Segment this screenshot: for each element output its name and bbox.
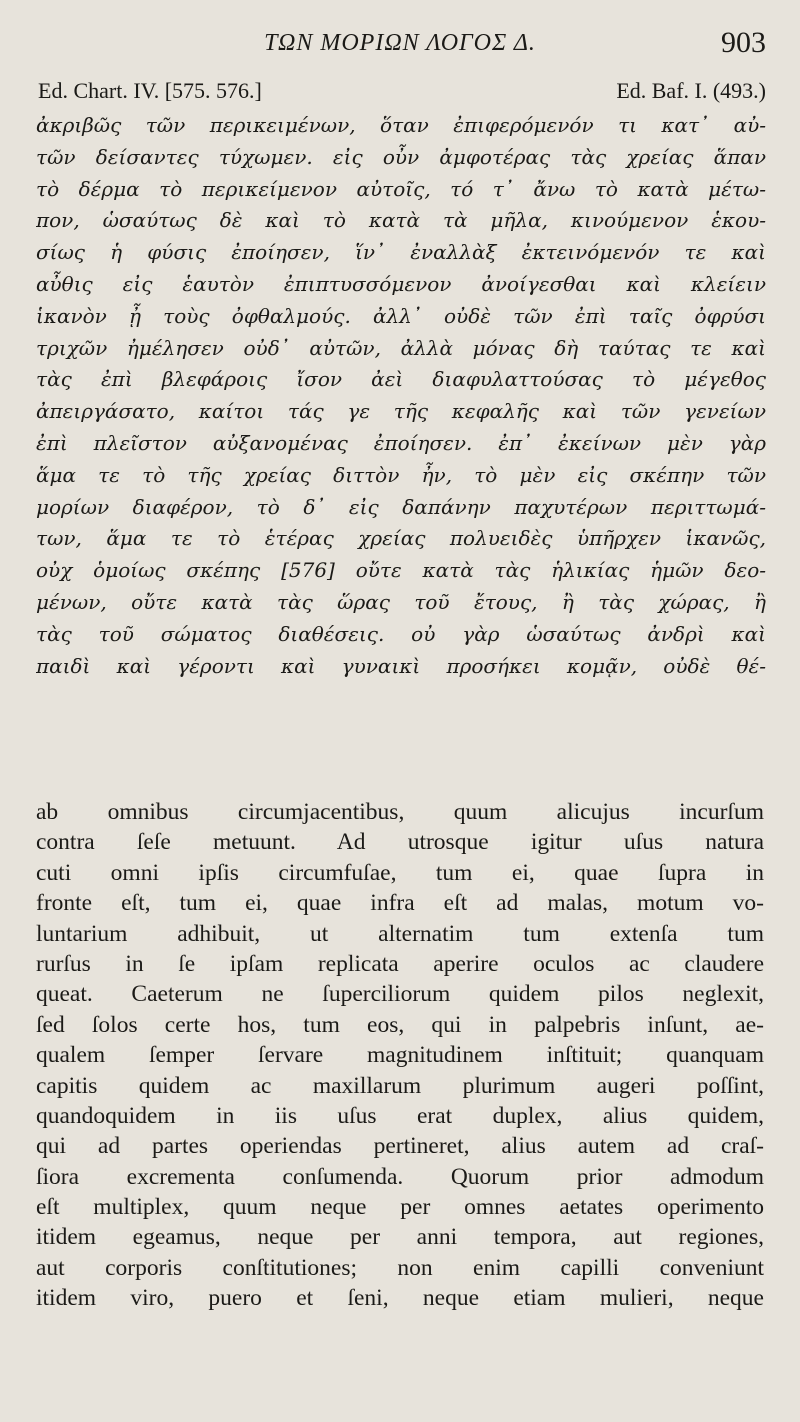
latin-line: itidem egeamus, neque per anni tempora, aut regiones, — [36, 1224, 764, 1251]
greek-line: τὰς τοῦ σώματος διαθέσεις. οὐ γὰρ ὡσαύτως ἀνδρὶ καὶ — [36, 621, 766, 646]
greek-line: τριχῶν ἠμέλησεν οὐδ᾽ αὐτῶν, ἀλλὰ μόνας δὴ ταύτας τε καὶ — [36, 335, 766, 360]
latin-line: queat. Caeterum ne ſuperciliorum quidem pilos neglexit, — [36, 981, 764, 1008]
greek-line: μένων, οὔτε κατὰ τὰς ὥρας τοῦ ἔτους, ἢ τὰς χώρας, ἢ — [36, 589, 766, 614]
latin-text-block — [36, 797, 764, 1314]
latin-line: luntarium adhibuit, ut alternatim tum extenſa tum — [36, 920, 764, 947]
greek-line: αὖθις εἰς ἑαυτὸν ἐπιπτυσσόμενον ἀνοίγεσθαι καὶ κλείειν — [36, 271, 766, 296]
latin-line: itidem viro, puero et ſeni, neque etiam mulieri, neque — [36, 1285, 764, 1312]
greek-line: τὸ δέρμα τὸ περικείμενον αὐτοῖς, τό τ᾽ ἄνω τὸ κατὰ μέτω- — [36, 176, 766, 201]
greek-text-block — [36, 110, 766, 682]
latin-line: ſed ſolos certe hos, tum eos, qui in palpebris inſunt, ae- — [36, 1011, 764, 1038]
greek-line: των, ἅμα τε τὸ ἑτέρας χρείας πολυειδὲς ὑπῆρχεν ἱκανῶς, — [36, 526, 766, 551]
latin-line: contra ſeſe metuunt. Ad utrosque igitur uſus natura — [36, 829, 764, 856]
latin-line: eſt multiplex, quum neque per omnes aetates operimento — [36, 1194, 764, 1221]
greek-line: ἐπὶ πλεῖστον αὐξανομένας ἐποίησεν. ἐπ᾽ ἐκείνων μὲν γὰρ — [36, 430, 766, 455]
greek-line: μορίων διαφέρον, τὸ δ᾽ εἰς δαπάνην παχυτέρων περιττωμά- — [36, 494, 766, 519]
greek-line: ἀκριβῶς τῶν περικειμένων, ὅταν ἐπιφερόμενόν τι κατ᾽ αὐ- — [36, 113, 766, 137]
latin-line: rurſus in ſe ipſam replicata aperire oculos ac claudere — [36, 950, 764, 977]
greek-line: σίως ἡ φύσις ἐποίησεν, ἵν᾽ ἐναλλὰξ ἐκτεινόμενόν τε καὶ — [36, 240, 766, 265]
running-title: ΤΩΝ ΜΟΡΙΩΝ ΛΟΓΟΣ Δ. — [264, 30, 536, 56]
latin-line: capitis quidem ac maxillarum plurimum augeri poſſint, — [36, 1072, 764, 1099]
greek-line: ἅμα τε τὸ τῆς χρείας διττὸν ἦν, τὸ μὲν εἰς σκέπην τῶν — [36, 462, 766, 487]
greek-line: οὐχ ὁμοίως σκέπης [576] οὔτε κατὰ τὰς ἡλικίας ἡμῶν δεο- — [36, 558, 766, 583]
running-head — [0, 26, 800, 62]
greek-line: ἀπειργάσατο, καίτοι τάς γε τῆς κεφαλῆς καὶ τῶν γενείων — [36, 399, 766, 424]
edition-reference-line — [38, 78, 766, 108]
greek-line: ἱκανὸν ᾖ τοὺς ὀφθαλμούς. ἀλλ᾽ οὐδὲ τῶν ἐπὶ ταῖς ὀφρύσι — [36, 303, 766, 328]
latin-line: ab omnibus circumjacentibus, quum alicujus incurſum — [36, 799, 764, 825]
edition-basel-reference: Ed. Baf. I. (493.) — [616, 78, 766, 103]
greek-line: παιδὶ καὶ γέροντι καὶ γυναικὶ προσήκει κομᾷν, οὐδὲ θέ- — [36, 653, 766, 678]
latin-line: qui ad partes operiendas pertineret, alius autem ad craſ- — [36, 1133, 764, 1160]
latin-line: aut corporis conſtitutiones; non enim capilli conveniunt — [36, 1254, 764, 1281]
page-number: 903 — [721, 26, 766, 59]
latin-line: quandoquidem in iis uſus erat duplex, alius quidem, — [36, 1102, 764, 1129]
edition-chart-reference: Ed. Chart. IV. [575. 576.] — [38, 78, 262, 103]
greek-line: πον, ὡσαύτως δὲ καὶ τὸ κατὰ τὰ μῆλα, κινούμενον ἑκου- — [36, 208, 766, 233]
latin-line: qualem ſemper ſervare magnitudinem inſtituit; quanquam — [36, 1042, 764, 1069]
latin-line: fronte eſt, tum ei, quae infra eſt ad malas, motum vo- — [36, 890, 764, 917]
latin-line: cuti omni ipſis circumfuſae, tum ei, quae ſupra in — [36, 859, 764, 886]
latin-line: ſiora excrementa conſumenda. Quorum prior admodum — [36, 1163, 764, 1190]
greek-line: τῶν δείσαντες τύχωμεν. εἰς οὖν ἀμφοτέρας τὰς χρείας ἅπαν — [36, 144, 766, 169]
greek-line: τὰς ἐπὶ βλεφάροις ἴσον ἀεὶ διαφυλαττούσας τὸ μέγεθος — [36, 367, 766, 392]
